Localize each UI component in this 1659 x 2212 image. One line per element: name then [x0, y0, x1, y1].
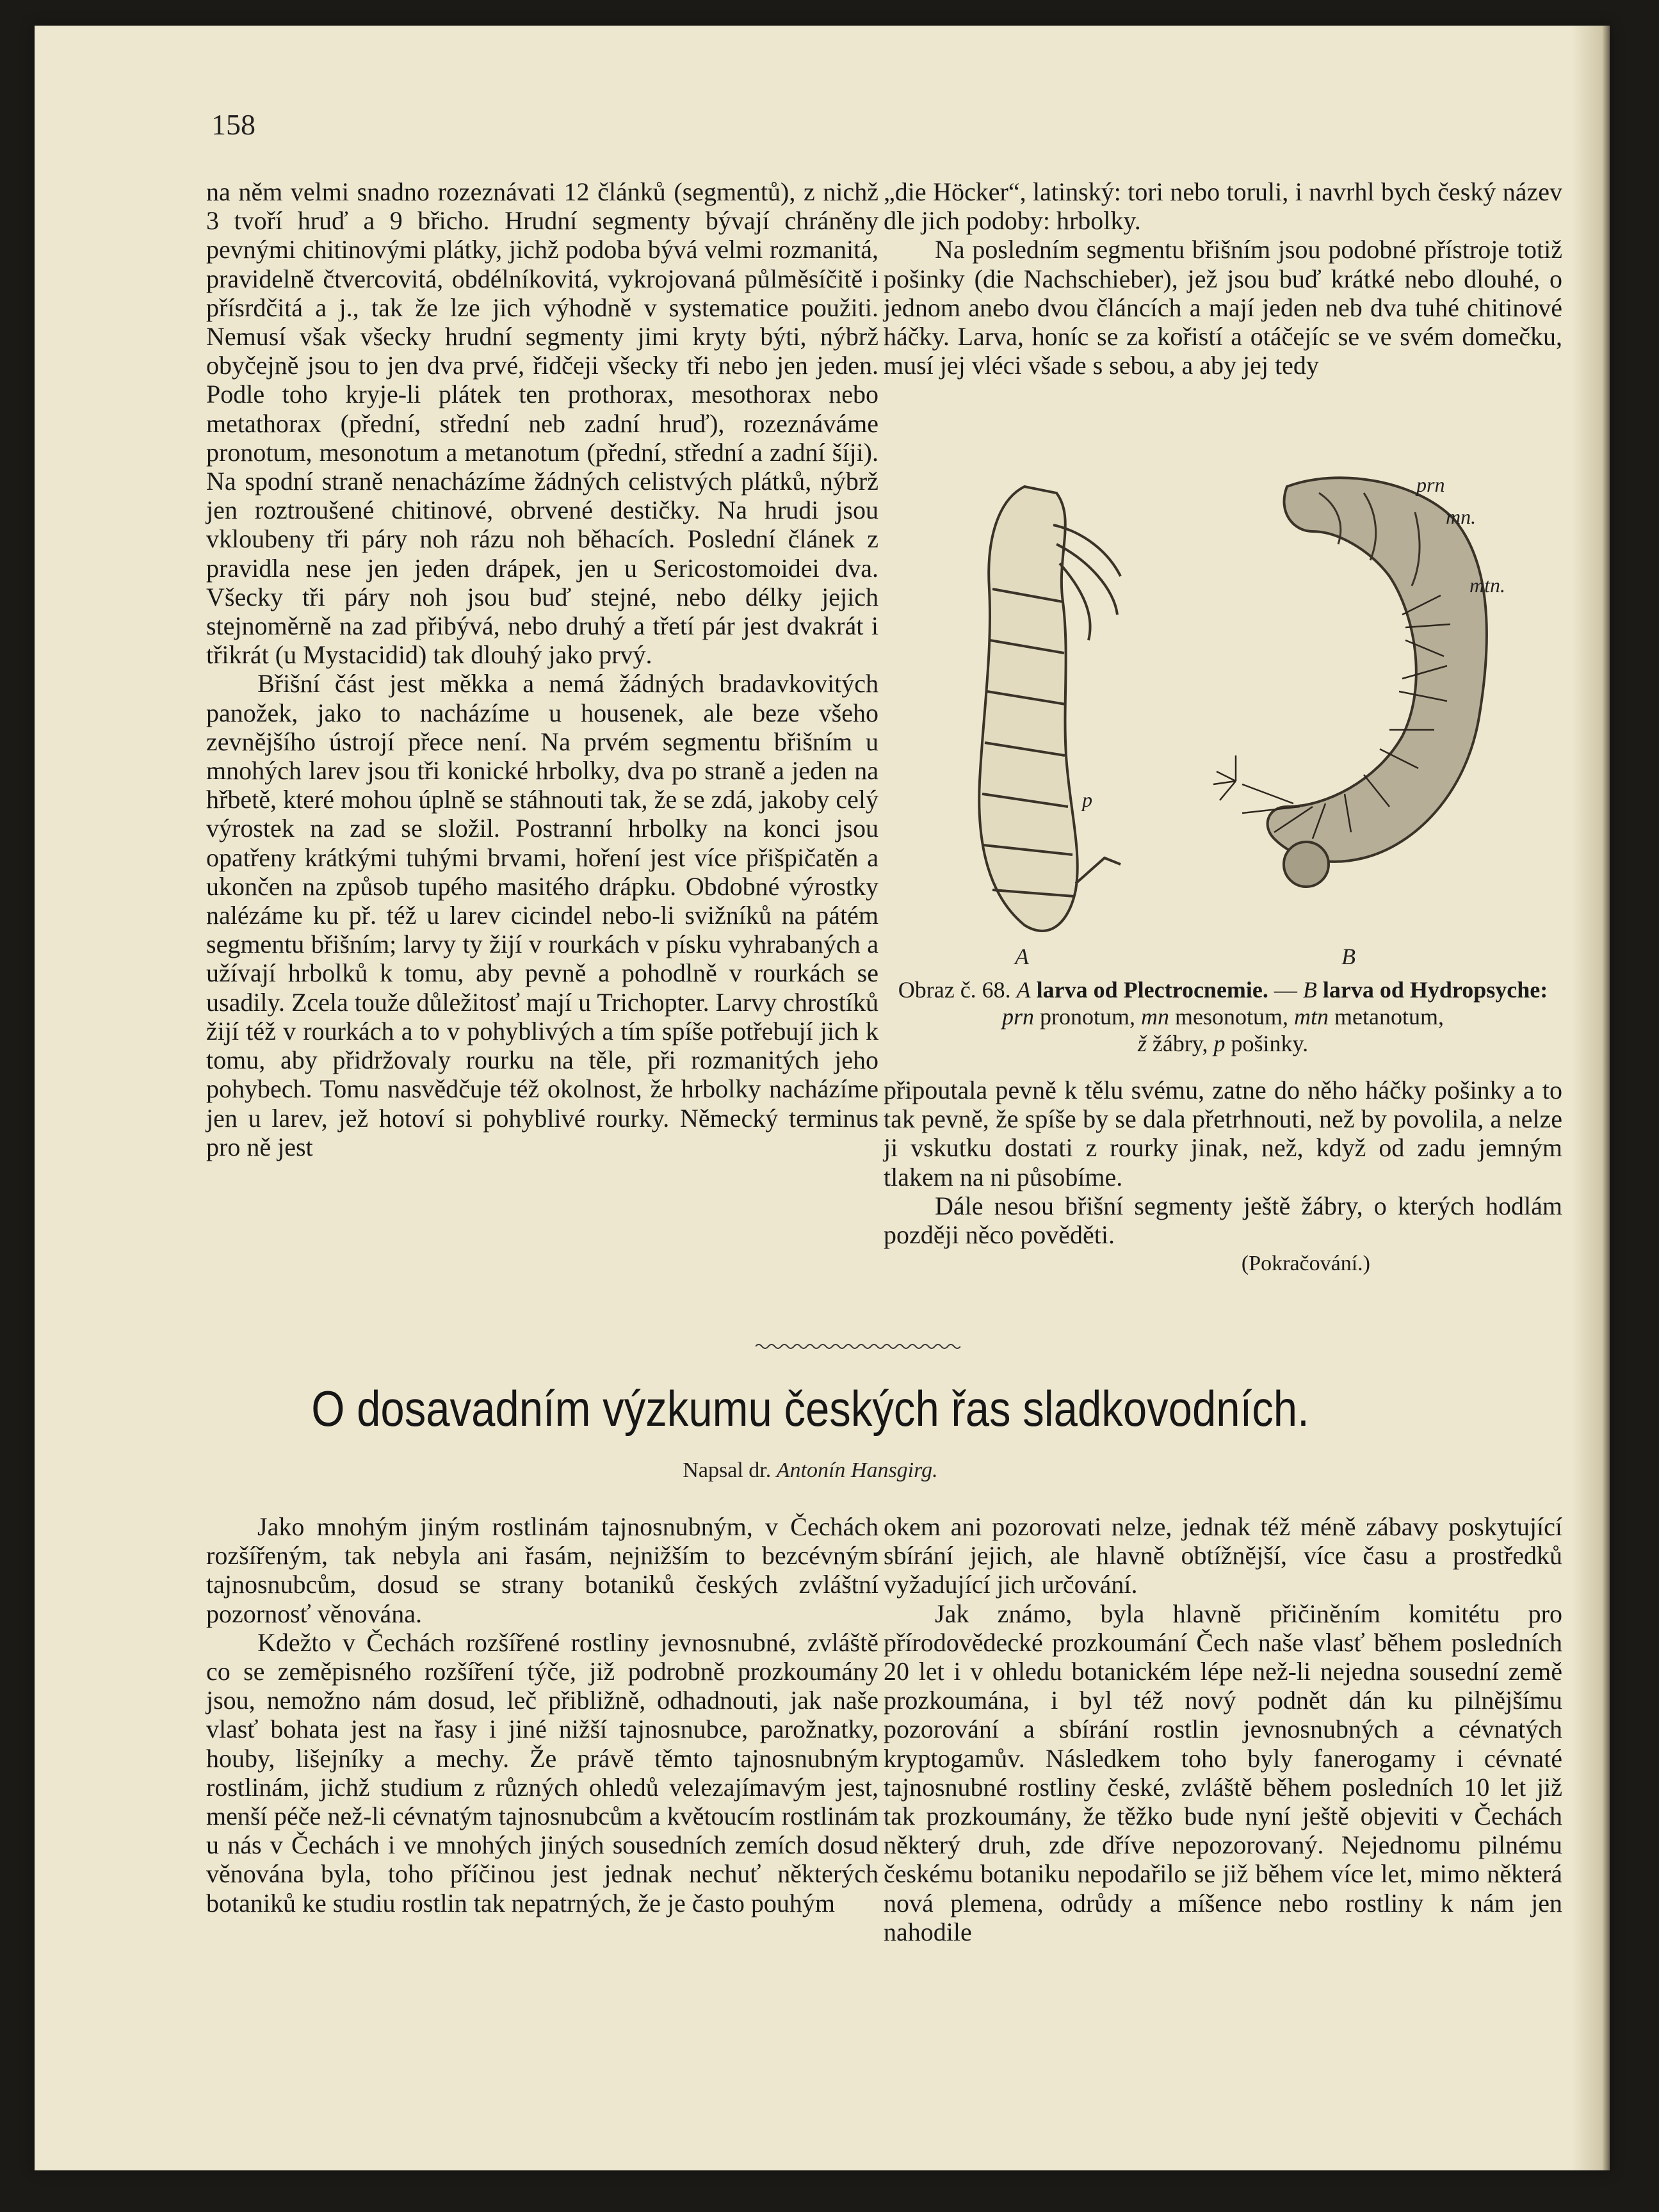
column-left-top: [206, 177, 878, 1161]
author-name: Antonín Hansgirg.: [776, 1458, 938, 1482]
page-number: 158: [211, 108, 255, 141]
label-mn: mn.: [1446, 505, 1477, 528]
figure-caption: [884, 976, 1562, 1057]
caption-a-letter: A: [1016, 977, 1031, 1003]
caption-lead: Obraz č. 68.: [898, 977, 1011, 1003]
article-title: O dosavadním výzkumu českých řas sladkovodních.: [311, 1380, 1309, 1437]
larva-b-drawing: [1213, 478, 1487, 887]
section-divider: [756, 1341, 960, 1352]
column-left-bottom: [206, 1512, 878, 1917]
label-p: p: [1082, 788, 1092, 811]
label-mtn: mtn.: [1469, 574, 1505, 597]
byline-prefix: Napsal dr.: [683, 1458, 772, 1482]
paragraph: Jak známo, byla hlavně přičiněním komitétu pro přírodovědecké prozkoumání Čech naše vlasť během posledních 20 let i v ohledu botanickém lépe než-li nejedna sousední země prozkoumána, i byl též nový podnět dán ku pilnějšímu pozorování a sbírání rostlin jevnosnubných a cévnatých kryptogamův. Následkem toho byly fanerogamy i cévnaté tajnosnubné rostliny české, zvláště během posledních 10 let již tak prozkoumány, že těžko bude nyní ještě objeviti v Čechách některý druh, zde dříve nepozorovaný. Nejednomu pilnému českému botaniku nepodařilo se již během více let, mimo některá nová plemena, odrůdy a míšence nebo rostliny k nám jen nahodile: [884, 1599, 1562, 1946]
caption-mn: mn: [1141, 1004, 1170, 1029]
label-prn: prn: [1416, 473, 1445, 496]
caption-mn-text: mesonotum,: [1175, 1004, 1289, 1029]
caption-mtn: mtn: [1294, 1004, 1329, 1029]
column-right-continuation: [884, 1076, 1562, 1278]
paragraph: okem ani pozorovati nelze, jednak též méně zábavy poskytující sbírání jejich, ale hlavně obtížnější, více času a prostředků vyžadující jich určování.: [884, 1512, 1562, 1599]
paragraph: Dále nesou břišní segmenty ještě žábry, o kterých hodlám později něco pověděti.: [884, 1191, 1562, 1250]
column-right-top: [884, 177, 1562, 380]
caption-a-text: larva od Plectrocnemie.: [1036, 977, 1268, 1003]
paragraph: připoutala pevně k tělu svému, zatne do něho háčky pošinky a to tak pevně, že spíše by se dala přetrhnouti, než by povolila, a nelze ji vskutku dostati z rourky jinak, než, když od zadu jemným tlakem na ni působíme.: [884, 1076, 1562, 1191]
paragraph: Na posledním segmentu břišním jsou podobné přístroje totiž pošinky (die Nachschieber), jež jsou buď krátké nebo dlouhé, o jednom anebo dvou článcích a mají jeden neb dva tuhé chitinové háčky. Larva, honíc se za kořistí a otáčejíc se ve svém domečku, musí jej vléci všade s sebou, a aby jej tedy: [884, 235, 1562, 380]
caption-prn: prn: [1002, 1004, 1035, 1029]
caption-p-text: pošinky.: [1231, 1031, 1309, 1056]
caption-p: p: [1213, 1031, 1226, 1056]
column-right-bottom: [884, 1512, 1562, 1946]
figure-label-b: B: [1341, 944, 1356, 969]
paragraph: na něm velmi snadno rozeznávati 12 článků (segmentů), z nichž 3 tvoří hruď a 9 břicho. Hrudní segmenty bývají chráněny pevnými chitinovými plátky, jichž podoba bývá velmi rozmanitá, pravidelně čtvercovitá, obdélníkovitá, vykrojovaná půlměsíčitě i přísrdčitá a j., tak že lze jich výhodně v systematice použiti. Nemusí však všecky hrudní segmenty jimi kryty býti, nýbrž obyčejně jsou to jen dva prvé, řidčeji všecky tři nebo jen jeden. Podle toho kryje-li plátek ten prothorax, mesothorax nebo metathorax (přední, střední neb zadní hruď), rozeznáváme pronotum, mesonotum a metanotum (přední, střední a zadní šíji). Na spodní straně nenacházíme žádných celistvých plátků, nýbrž jen roztroušené chitinové, obrvené destičky. Na hrudi jsou vkloubeny tři páry noh rázu noh běhacích. Poslední článek z pravidla nese jen jeden drápek, jen u Sericostomoidei dva. Všecky tři páry noh jsou buď stejné, nebo délky jejich stejnoměrně na zad přibývá, nebo druhý a třetí pár jest dvakrát i třikrát (u Mystacidid) tak dlouhý jako prvý.: [206, 177, 878, 670]
larva-a-drawing: [979, 487, 1121, 931]
paragraph: Jako mnohým jiným rostlinám tajnosnubným, v Čechách rozšířeným, tak nebyla ani řasám, nejnižším to bezcévným tajnosnubcům, dosud se strany botaniků českých zvláštní pozornosť věnována.: [206, 1512, 878, 1628]
caption-z-text: žábry,: [1152, 1031, 1208, 1056]
caption-b-text: larva od Hydropsyche:: [1322, 977, 1548, 1003]
article-byline: [0, 1458, 1621, 1483]
caption-dash: —: [1274, 977, 1297, 1003]
figure-label-a: A: [1015, 944, 1029, 969]
paragraph: Kdežto v Čechách rozšířené rostliny jevnosnubné, zvláště co se zeměpisného rozšíření týče, již podrobně prozkoumány jsou, nemožno nám dosud, leč přibližně, odhadnouti, jak naše vlasť bohata jest na řasy i jiné nižší tajnosnubce, parožnatky, houby, lišejníky a mechy. Že právě těmto tajnosnubným rostlinám, jichž studium z různých ohledů velezajímavým jest, menší péče než-li cévnatým tajnosnubcům a květoucím rostlinám u nás v Čechách i ve mnohých jiných sousedních zemích dosud věnována byla, toho příčinou jest jednak nechuť některých botaniků ke studiu rostlin tak nepatrných, že je často pouhým: [206, 1627, 878, 1917]
continued-note: (Pokračování.): [1241, 1252, 1370, 1276]
larva-illustration: [928, 448, 1556, 967]
caption-prn-text: pronotum,: [1040, 1004, 1136, 1029]
caption-z: ž: [1137, 1031, 1147, 1056]
paragraph: Břišní část jest měkka a nemá žádných bradavkovitých panožek, jako to nacházíme u housenek, ale beze všeho zevnějšího ústrojí přece není. Na prvém segmentu břišním u mnohých larev jsou tři konické hrbolky, dva po straně a jeden na hřbetě, které mohou úplně se stáhnouti tak, že se zdá, jakoby celý výrostek na zad se složil. Postranní hrbolky na konci jsou opatřeny krátkými tuhými brvami, hoření jest více přišpičatěn a ukončen na způsob tupého masitého drápku. Obdobné výrostky nalézáme ku př. též u larev cicindel nebo-li svižníků na pátém segmentu břišním; larvy ty žijí v rourkách v písku vyhrabaných a užívají hrbolků k tomu, aby pevně a pohodlně v rourkách se usadily. Zcela touže důležitosť mají u Trichopter. Larvy chrostíků žijí též v rourkách a to v pohyblivých a tím spíše potřebují jich k tomu, aby přidržovaly rourku na těle, při rozmanitých jeho pohybech. Tomu nasvědčuje též okolnost, že hrbolky nacházíme jen u larev, jež hotoví si pohyblivé rourky. Německý terminus pro ně jest: [206, 669, 878, 1161]
caption-b-letter: B: [1302, 977, 1317, 1003]
caption-mtn-text: metanotum,: [1334, 1004, 1444, 1029]
page-edge-shadow: [1571, 26, 1610, 2170]
paragraph: „die Höcker“, latinský: tori nebo toruli, i navrhl bych český název dle jich podoby: hrbolky.: [884, 177, 1562, 236]
